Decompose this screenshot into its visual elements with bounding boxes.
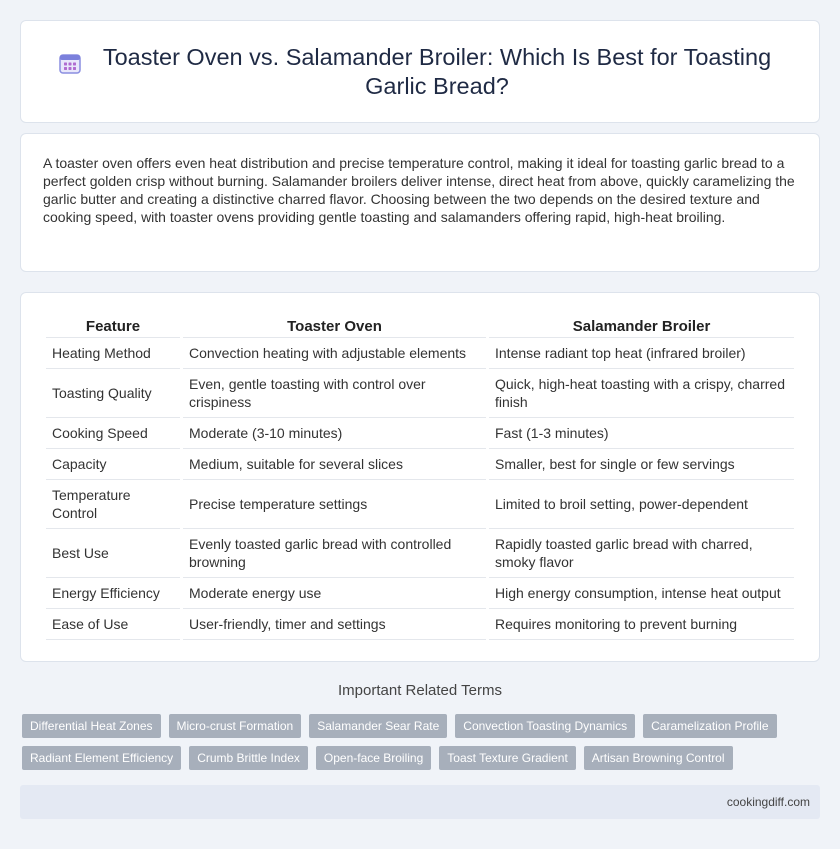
cell-toaster-oven: Precise temperature settings <box>183 480 486 529</box>
page-title: Toaster Oven vs. Salamander Broiler: Which Is Best for Toasting Garlic Bread? <box>102 43 772 99</box>
related-term-tag[interactable]: Salamander Sear Rate <box>309 714 447 738</box>
cell-toaster-oven: Evenly toasted garlic bread with controlled browning <box>183 529 486 578</box>
header-toaster-oven: Toaster Oven <box>183 313 486 338</box>
related-term-tag[interactable]: Differential Heat Zones <box>22 714 161 738</box>
cell-toaster-oven: Moderate energy use <box>183 578 486 609</box>
table-header-row <box>46 313 794 338</box>
cell-salamander-broiler: Rapidly toasted garlic bread with charred, smoky flavor <box>489 529 794 578</box>
related-term-tag[interactable]: Caramelization Profile <box>643 714 776 738</box>
cell-salamander-broiler: High energy consumption, intense heat output <box>489 578 794 609</box>
table-row <box>46 338 794 369</box>
table-row <box>46 609 794 640</box>
comparison-table <box>43 313 797 640</box>
cell-toaster-oven: Moderate (3-10 minutes) <box>183 418 486 449</box>
related-terms-title: Important Related Terms <box>338 682 502 699</box>
cell-salamander-broiler: Smaller, best for single or few servings <box>489 449 794 480</box>
cell-feature: Temperature Control <box>46 480 180 529</box>
related-term-tag[interactable]: Convection Toasting Dynamics <box>455 714 635 738</box>
related-term-tag[interactable]: Toast Texture Gradient <box>439 746 576 770</box>
table-row <box>46 369 794 418</box>
cell-feature: Ease of Use <box>46 609 180 640</box>
cell-feature: Energy Efficiency <box>46 578 180 609</box>
cell-feature: Heating Method <box>46 338 180 369</box>
calendar-grid-icon <box>58 51 82 75</box>
cell-toaster-oven: User-friendly, timer and settings <box>183 609 486 640</box>
related-term-tag[interactable]: Micro-crust Formation <box>169 714 302 738</box>
title-wrap <box>58 43 782 101</box>
intro-text: A toaster oven offers even heat distribution and precise temperature control, making it ideal for toasting garlic bread to a perfect golden crisp without burning. Salamander broilers deliver intense, direct heat from above, quickly caramelizing the garlic butter and creating a distinctive charred flavor. Choosing between the two depends on the desired texture and cooking speed, with toaster ovens providing gentle toasting and salamanders offering rapid, high-heat broiling. <box>43 155 795 225</box>
cell-feature: Best Use <box>46 529 180 578</box>
header-feature: Feature <box>46 313 180 338</box>
table-row <box>46 480 794 529</box>
cell-feature: Toasting Quality <box>46 369 180 418</box>
cell-salamander-broiler: Fast (1-3 minutes) <box>489 418 794 449</box>
cell-feature: Cooking Speed <box>46 418 180 449</box>
related-term-tag[interactable]: Artisan Browning Control <box>584 746 733 770</box>
table-row <box>46 529 794 578</box>
cell-salamander-broiler: Quick, high-heat toasting with a crispy, charred finish <box>489 369 794 418</box>
header-salamander-broiler: Salamander Broiler <box>489 313 794 338</box>
intro-card <box>20 133 820 272</box>
related-terms-tags <box>22 714 822 770</box>
cell-salamander-broiler: Limited to broil setting, power-dependent <box>489 480 794 529</box>
table-row <box>46 449 794 480</box>
cell-toaster-oven: Medium, suitable for several slices <box>183 449 486 480</box>
footer <box>20 785 820 819</box>
table-row <box>46 578 794 609</box>
cell-feature: Capacity <box>46 449 180 480</box>
cell-salamander-broiler: Requires monitoring to prevent burning <box>489 609 794 640</box>
related-term-tag[interactable]: Open-face Broiling <box>316 746 431 770</box>
title-card <box>20 20 820 123</box>
cell-toaster-oven: Even, gentle toasting with control over crispiness <box>183 369 486 418</box>
footer-site-link[interactable]: cookingdiff.com <box>726 795 810 809</box>
cell-salamander-broiler: Intense radiant top heat (infrared broiler) <box>489 338 794 369</box>
comparison-card <box>20 292 820 662</box>
table-row <box>46 418 794 449</box>
cell-toaster-oven: Convection heating with adjustable elements <box>183 338 486 369</box>
related-term-tag[interactable]: Radiant Element Efficiency <box>22 746 181 770</box>
related-term-tag[interactable]: Crumb Brittle Index <box>189 746 308 770</box>
